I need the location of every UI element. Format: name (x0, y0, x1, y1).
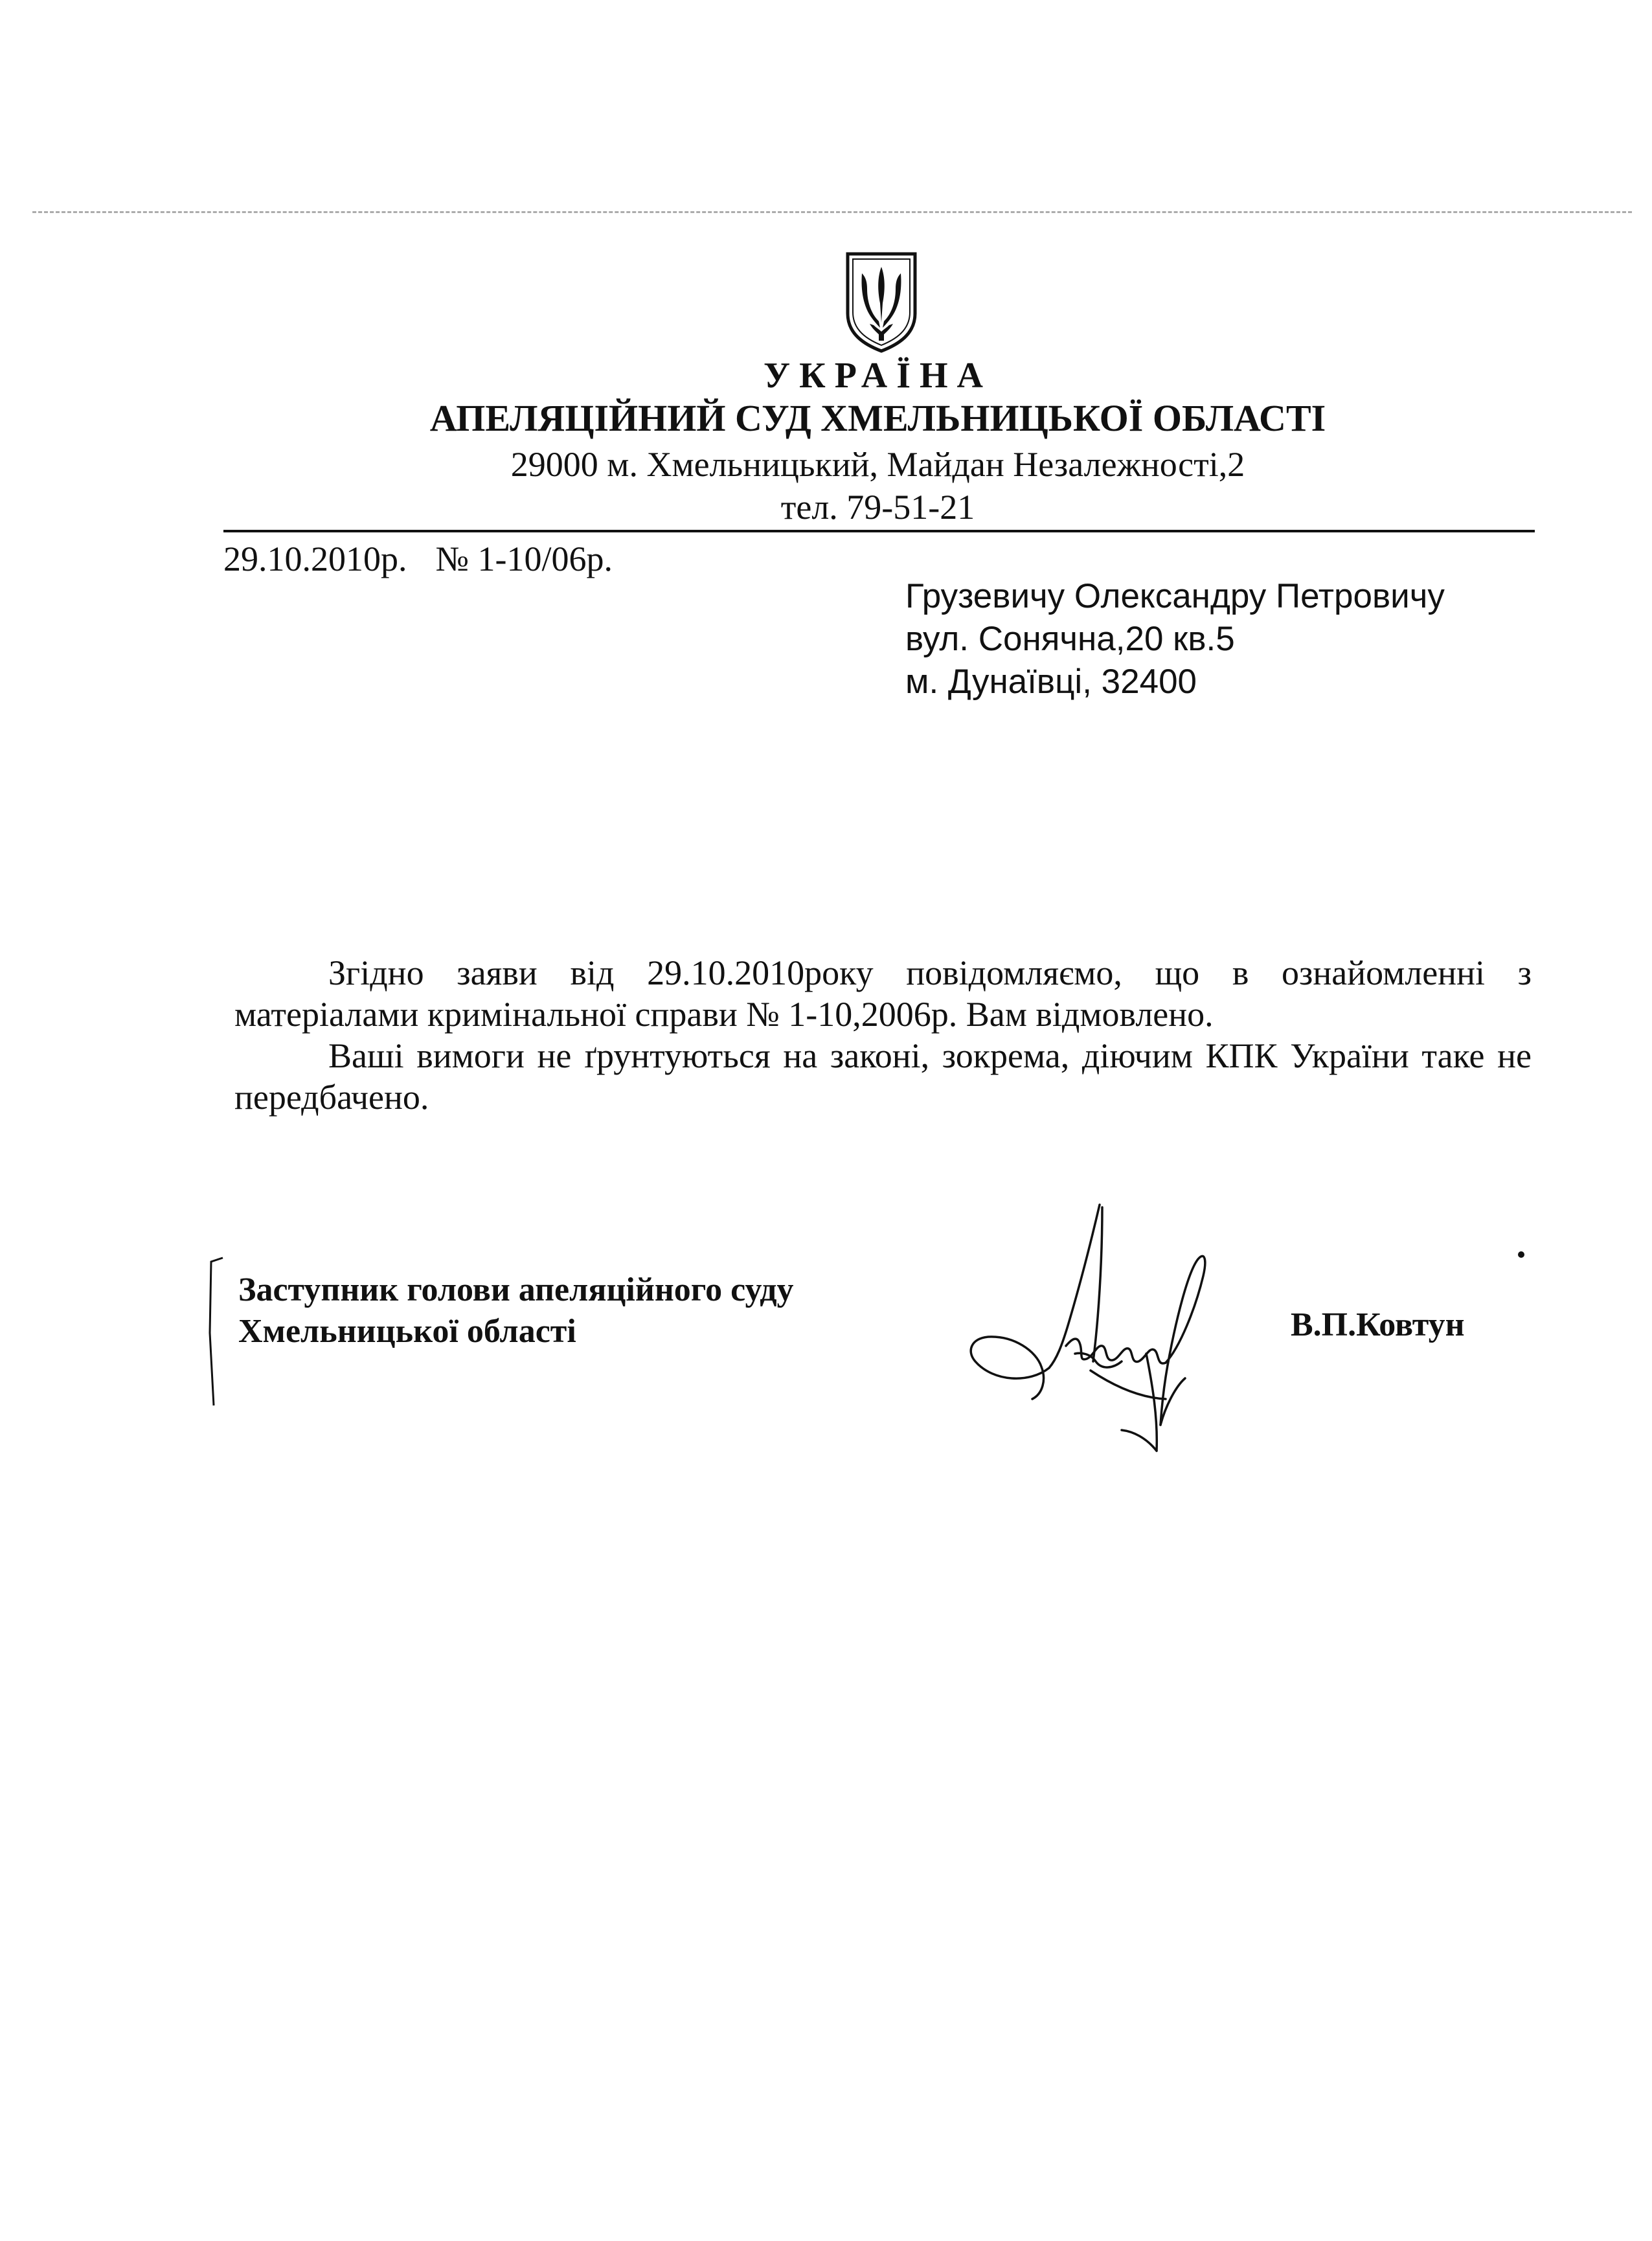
margin-bracket-mark (206, 1255, 232, 1411)
letterhead-divider (223, 530, 1535, 532)
handwritten-signature-icon (952, 1192, 1256, 1477)
country-name: УКРАЇНА (764, 356, 992, 396)
position-line: Хмельницької області (238, 1313, 576, 1350)
court-phone: тел. 79-51-21 (780, 488, 975, 527)
recipient-name: Грузевичу Олександру Петровичу (905, 577, 1445, 615)
court-name: АПЕЛЯЦІЙНИЙ СУД ХМЕЛЬНИЦЬКОЇ ОБЛАСТІ (429, 397, 1326, 439)
letter-body (234, 952, 1532, 1118)
ukraine-trident-icon (844, 251, 919, 354)
signer-name: В.П.Ковтун (1291, 1306, 1465, 1343)
outgoing-reference (223, 539, 641, 579)
scan-fold-line (32, 211, 1632, 213)
position-line: Заступник голови апеляційного суду (238, 1271, 794, 1308)
outgoing-date: 29.10.2010р. (223, 540, 407, 578)
ink-speck (1518, 1251, 1524, 1258)
recipient-street: вул. Сонячна,20 кв.5 (905, 620, 1235, 658)
signatory-position (238, 1269, 794, 1352)
recipient-address-block (905, 575, 1445, 703)
outgoing-number: № 1-10/06р. (435, 540, 613, 578)
body-paragraph: Згідно заяви від 29.10.2010року повідомляємо, що в ознайомленні з матеріалами кримінальної справи № 1-10,2006р. Вам відмовлено. (234, 953, 1532, 1034)
recipient-city: м. Дунаївці, 32400 (905, 663, 1197, 701)
court-address: 29000 м. Хмельницький, Майдан Незалежності,2 (510, 445, 1245, 484)
body-paragraph: Ваші вимоги не ґрунтуються на законі, зокрема, діючим КПК України таке не передбачено. (234, 1036, 1532, 1117)
